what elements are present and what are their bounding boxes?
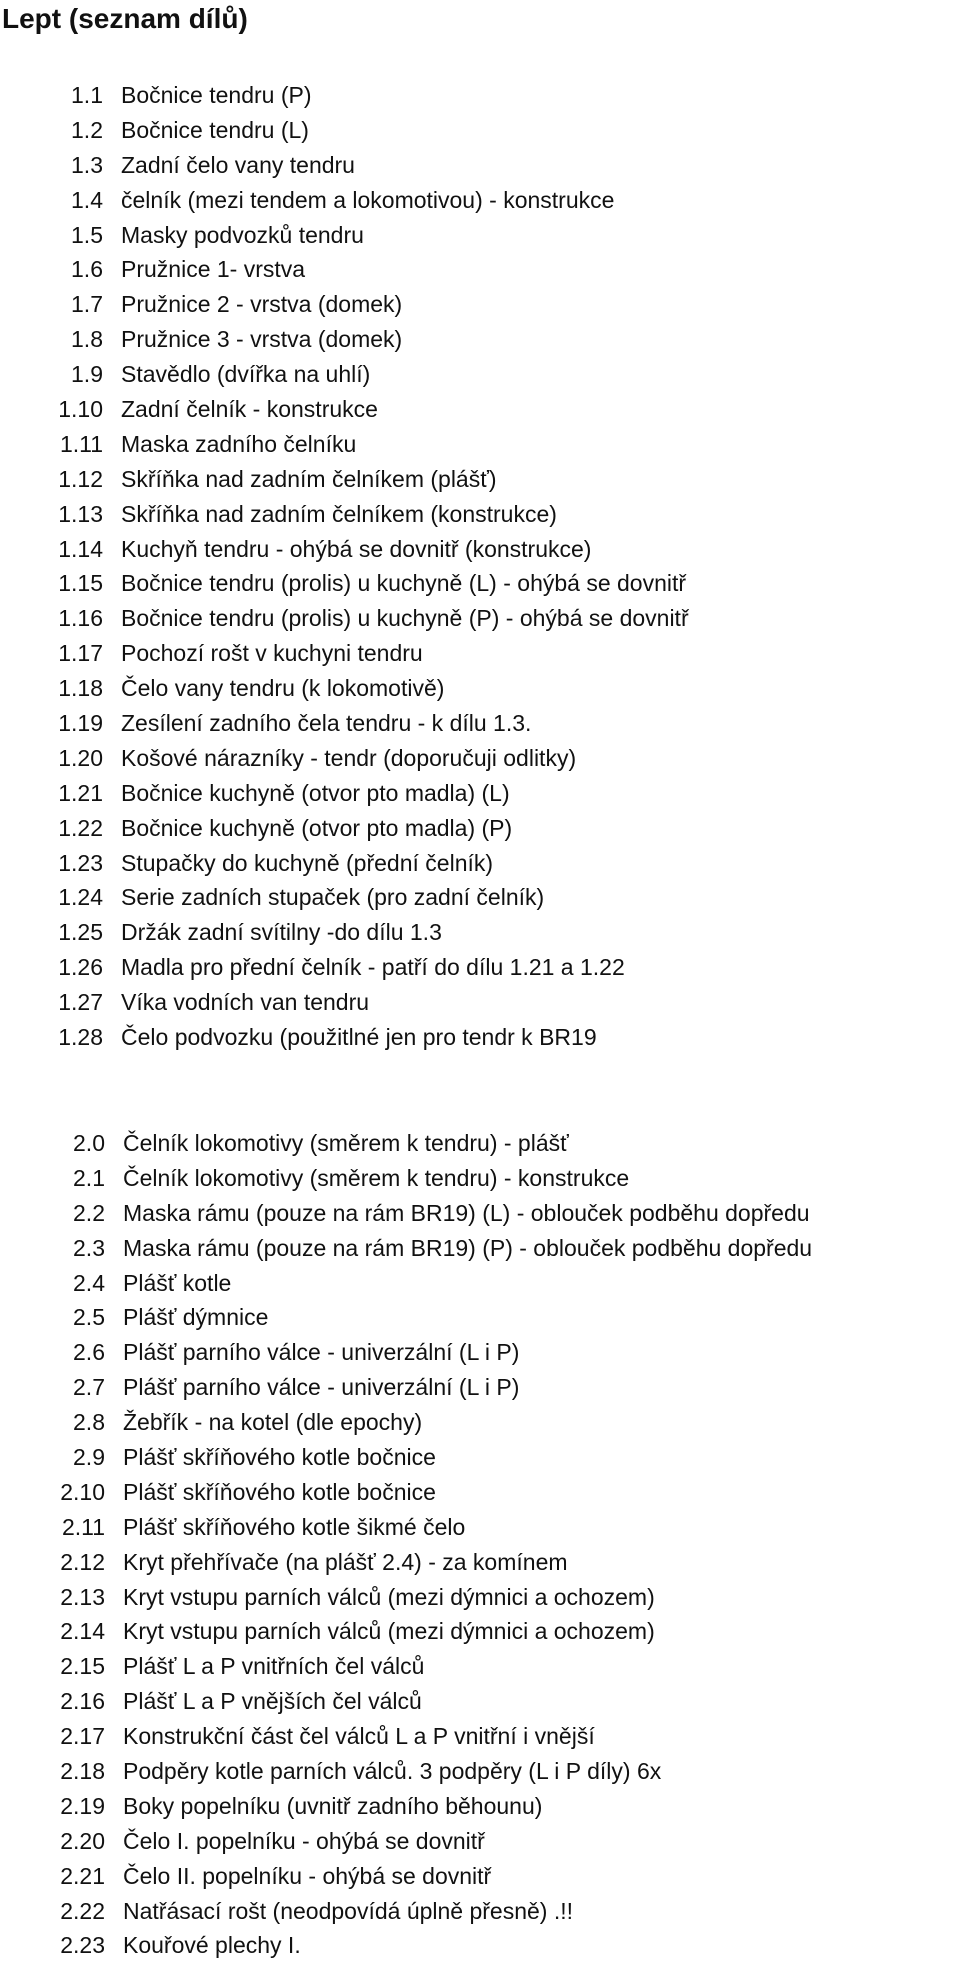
item-number: 1.16: [58, 605, 103, 632]
item-description: Skříňka nad zadním čelníkem (konstrukce): [121, 500, 557, 527]
item-number: 1.24: [58, 884, 103, 911]
item-description: Plášť L a P vnějších čel válců: [123, 1688, 422, 1715]
item-number: 2.21: [60, 1862, 105, 1889]
item-number: 2.22: [60, 1897, 105, 1924]
list-item: [0, 1789, 812, 1824]
list-item: [0, 915, 689, 950]
item-description: Čelník lokomotivy (směrem k tendru) - konstrukce: [123, 1164, 630, 1191]
item-number: 2.23: [60, 1932, 105, 1959]
item-number: 2.15: [60, 1653, 105, 1680]
item-number: 1.20: [58, 744, 103, 771]
item-description: Košové nárazníky - tendr (doporučuji odlitky): [121, 744, 577, 771]
list-item: [0, 950, 689, 985]
item-description: Bočnice tendru (prolis) u kuchyně (L) - ohýbá se dovnitř: [121, 570, 687, 597]
item-number: 1.7: [71, 291, 103, 318]
item-description: Maska zadního čelníku: [121, 430, 357, 457]
list-item: [0, 671, 689, 706]
item-description: Čelo vany tendru (k lokomotivě): [121, 675, 445, 702]
item-description: Zesílení zadního čela tendru - k dílu 1.3.: [121, 710, 532, 737]
item-number: 1.15: [58, 570, 103, 597]
list-item: [0, 1859, 812, 1894]
item-description: Kuchyň tendru - ohýbá se dovnitř (konstrukce): [121, 535, 592, 562]
item-description: Čelo II. popelníku - ohýbá se dovnitř: [123, 1862, 492, 1889]
list-item: [0, 636, 689, 671]
list-item: [0, 1020, 689, 1055]
item-description: Bočnice tendru (P): [121, 82, 312, 108]
item-number: 2.16: [60, 1688, 105, 1715]
item-description: Pružnice 2 - vrstva (domek): [121, 291, 403, 318]
item-description: Bočnice tendru (L): [121, 116, 309, 143]
item-description: Plášť dýmnice: [123, 1304, 269, 1331]
item-description: Pružnice 1- vrstva: [121, 256, 306, 283]
item-description: Serie zadních stupaček (pro zadní čelník): [121, 884, 545, 911]
item-number: 2.14: [60, 1618, 105, 1645]
list-item: [0, 1161, 812, 1196]
item-number: 2.3: [73, 1234, 105, 1261]
item-description: Pochozí rošt v kuchyni tendru: [121, 640, 423, 667]
list-item: [0, 287, 689, 322]
list-item: [0, 601, 689, 636]
item-description: Kryt vstupu parních válců (mezi dýmnici a ochozem): [123, 1618, 655, 1645]
list-item: [0, 1370, 812, 1405]
list-item: [0, 462, 689, 497]
item-description: Zadní čelník - konstrukce: [121, 396, 378, 423]
item-description: Plášť parního válce - univerzální (L i P): [123, 1339, 520, 1366]
item-description: Boky popelníku (uvnitř zadního běhounu): [123, 1792, 543, 1819]
item-description: Podpěry kotle parních válců. 3 podpěry (L i P díly) 6x: [123, 1758, 662, 1785]
list-item: [0, 1440, 812, 1475]
item-number: 2.13: [60, 1583, 105, 1610]
item-description: Kryt vstupu parních válců (mezi dýmnici a ochozem): [123, 1583, 655, 1610]
item-description: Maska rámu (pouze na rám BR19) (L) - oblouček podběhu dopředu: [123, 1199, 810, 1226]
item-number: 2.17: [60, 1723, 105, 1750]
list-item: [0, 846, 689, 881]
list-item: [0, 1894, 812, 1929]
item-description: Natřásací rošt (neodpovídá úplně přesně) .!!: [123, 1897, 574, 1924]
item-number: 1.28: [58, 1024, 103, 1051]
item-number: 2.0: [73, 1130, 105, 1156]
list-item: [0, 1614, 812, 1649]
item-description: Pružnice 3 - vrstva (domek): [121, 326, 403, 353]
list-item: [0, 1405, 812, 1440]
item-number: 2.5: [73, 1304, 105, 1331]
item-description: Plášť kotle: [123, 1269, 232, 1296]
list-item: [0, 1266, 812, 1301]
item-number: 2.19: [60, 1792, 105, 1819]
item-number: 2.12: [60, 1548, 105, 1575]
item-description: Držák zadní svítilny -do dílu 1.3: [121, 919, 442, 946]
item-description: Čelo I. popelníku - ohýbá se dovnitř: [123, 1827, 485, 1854]
list-item: [0, 78, 689, 113]
item-number: 2.6: [73, 1339, 105, 1366]
list-item: [0, 113, 689, 148]
list-item: [0, 532, 689, 567]
item-number: 1.21: [58, 779, 103, 806]
list-item: [0, 252, 689, 287]
parts-list-section-2: [0, 1126, 812, 1963]
item-description: Žebřík - na kotel (dle epochy): [123, 1409, 423, 1436]
item-number: 1.14: [58, 535, 103, 562]
item-description: Čelník lokomotivy (směrem k tendru) - plášť: [123, 1130, 569, 1156]
item-number: 1.8: [71, 326, 103, 353]
list-item: [0, 1649, 812, 1684]
list-item: [0, 706, 689, 741]
item-number: 1.12: [58, 465, 103, 492]
item-description: čelník (mezi tendem a lokomotivou) - konstrukce: [121, 186, 615, 213]
item-description: Madla pro přední čelník - patří do dílu 1.21 a 1.22: [121, 954, 625, 981]
item-number: 1.5: [71, 221, 103, 248]
list-item: [0, 1231, 812, 1266]
item-description: Zadní čelo vany tendru: [121, 151, 355, 178]
list-item: [0, 741, 689, 776]
list-item: [0, 1928, 812, 1963]
list-item: [0, 1719, 812, 1754]
parts-list-section-1: [0, 78, 689, 1055]
item-description: Plášť L a P vnitřních čel válců: [123, 1653, 425, 1680]
item-number: 1.27: [58, 989, 103, 1016]
item-number: 2.1: [73, 1164, 105, 1191]
list-item: [0, 776, 689, 811]
item-number: 1.23: [58, 849, 103, 876]
list-item: [0, 1754, 812, 1789]
item-number: 2.2: [73, 1199, 105, 1226]
list-item: [0, 497, 689, 532]
item-description: Maska rámu (pouze na rám BR19) (P) - oblouček podběhu dopředu: [123, 1234, 813, 1261]
item-number: 1.6: [71, 256, 103, 283]
item-description: Bočnice kuchyně (otvor pto madla) (P): [121, 814, 513, 841]
item-description: Plášť skříňového kotle šikmé čelo: [123, 1513, 466, 1540]
list-item: [0, 1684, 812, 1719]
item-number: 1.25: [58, 919, 103, 946]
item-number: 2.8: [73, 1409, 105, 1436]
list-item: [0, 1126, 812, 1161]
item-number: 1.18: [58, 675, 103, 702]
item-description: Konstrukční část čel válců L a P vnitřní i vnější: [123, 1723, 595, 1750]
item-description: Kryt přehřívače (na plášť 2.4) - za komínem: [123, 1548, 568, 1575]
item-number: 1.1: [71, 82, 103, 108]
list-item: [0, 985, 689, 1020]
item-description: Stavědlo (dvířka na uhlí): [121, 361, 371, 388]
item-number: 1.13: [58, 500, 103, 527]
list-item: [0, 218, 689, 253]
list-item: [0, 1545, 812, 1580]
item-number: 2.18: [60, 1758, 105, 1785]
item-number: 1.19: [58, 710, 103, 737]
list-item: [0, 357, 689, 392]
item-description: Kouřové plechy I.: [123, 1932, 301, 1959]
list-item: [0, 427, 689, 462]
item-number: 1.9: [71, 361, 103, 388]
item-number: 1.10: [58, 396, 103, 423]
item-description: Bočnice tendru (prolis) u kuchyně (P) - ohýbá se dovnitř: [121, 605, 689, 632]
list-item: [0, 1475, 812, 1510]
item-number: 1.2: [71, 116, 103, 143]
list-item: [0, 1335, 812, 1370]
item-number: 1.4: [71, 186, 103, 213]
item-number: 2.9: [73, 1444, 105, 1471]
item-number: 1.22: [58, 814, 103, 841]
list-item: [0, 392, 689, 427]
list-item: [0, 1300, 812, 1335]
list-item: [0, 322, 689, 357]
list-item: [0, 1824, 812, 1859]
list-item: [0, 1196, 812, 1231]
item-description: Plášť skříňového kotle bočnice: [123, 1444, 436, 1471]
list-item: [0, 1580, 812, 1615]
item-number: 1.11: [59, 430, 103, 457]
item-number: 1.26: [58, 954, 103, 981]
item-number: 2.4: [73, 1269, 105, 1296]
item-description: Masky podvozků tendru: [121, 221, 364, 248]
item-description: Stupačky do kuchyně (přední čelník): [121, 849, 494, 876]
item-number: 2.10: [60, 1478, 105, 1505]
item-description: Čelo podvozku (použitlné jen pro tendr k BR19: [121, 1024, 597, 1051]
item-description: Víka vodních van tendru: [121, 989, 370, 1016]
item-number: 2.7: [73, 1374, 105, 1401]
item-description: Plášť skříňového kotle bočnice: [123, 1478, 436, 1505]
item-description: Bočnice kuchyně (otvor pto madla) (L): [121, 779, 510, 806]
item-number: 2.11: [61, 1513, 105, 1540]
list-item: [0, 880, 689, 915]
list-item: [0, 1510, 812, 1545]
item-number: 1.17: [58, 640, 103, 667]
page-title: Lept (seznam dílů): [2, 3, 248, 34]
item-number: 1.3: [71, 151, 103, 178]
item-description: Plášť parního válce - univerzální (L i P): [123, 1374, 520, 1401]
list-item: [0, 183, 689, 218]
list-item: [0, 148, 689, 183]
list-item: [0, 566, 689, 601]
item-description: Skříňka nad zadním čelníkem (plášť): [121, 465, 497, 492]
list-item: [0, 811, 689, 846]
item-number: 2.20: [60, 1827, 105, 1854]
